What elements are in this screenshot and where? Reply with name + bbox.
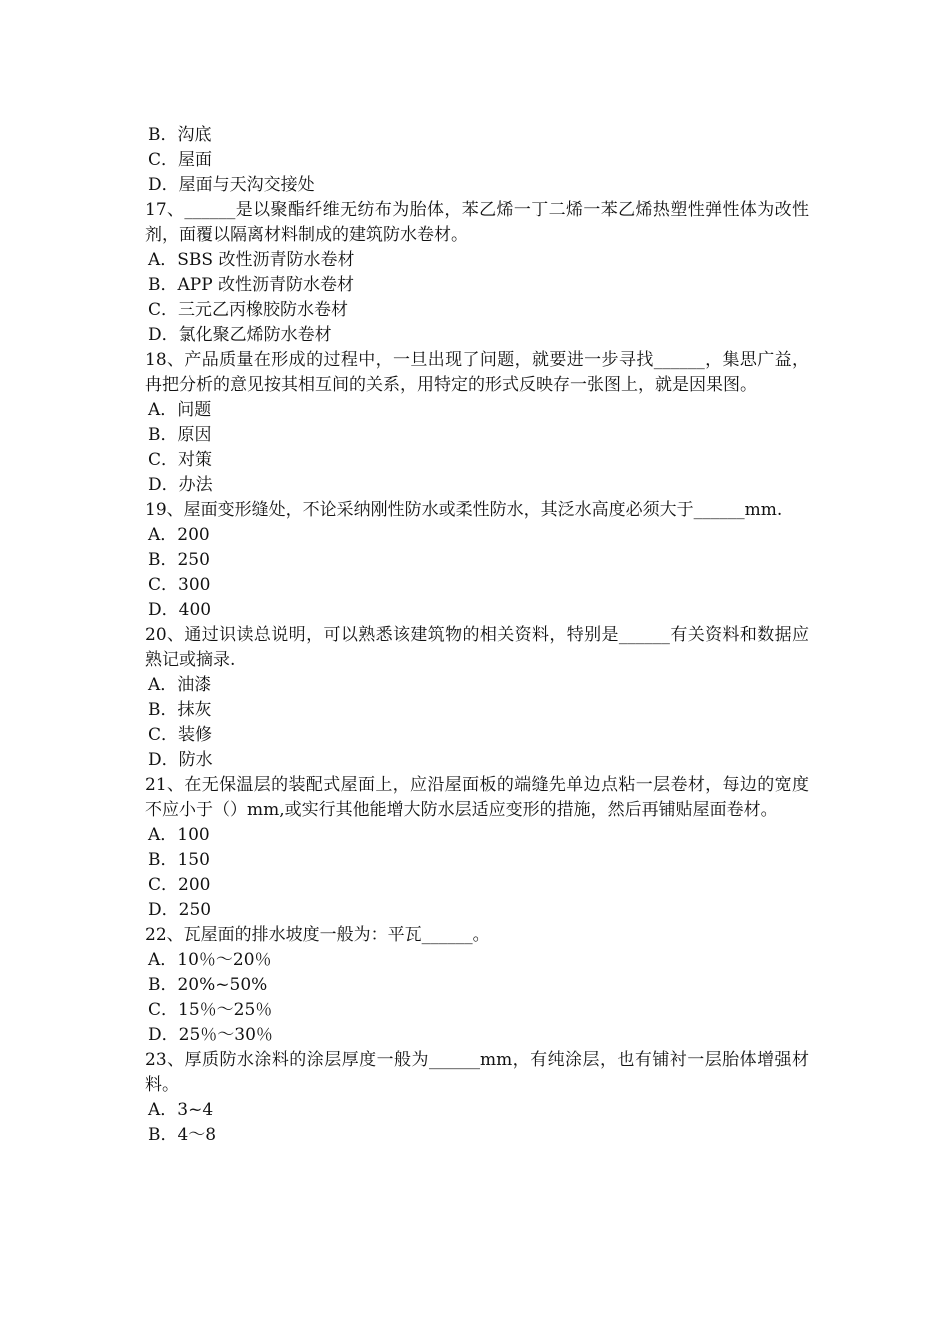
answer-option: D．250 [148,900,212,920]
answer-option: C．300 [148,575,211,595]
answer-option: D．400 [148,600,212,620]
answer-option: D．氯化聚乙烯防水卷材 [148,325,332,345]
answer-option: A．油漆 [148,675,212,695]
answer-option: A．SBS 改性沥青防水卷材 [148,250,355,270]
answer-option: B．4～8 [148,1125,217,1145]
question-text: 19、屋面变形缝处，不论采纳刚性防水或柔性防水，其泛水高度必须大于______mm. [145,500,783,520]
answer-option: B．250 [148,550,210,570]
answer-option: A．100 [148,825,210,845]
answer-option: B．原因 [148,425,212,445]
answer-option: C．装修 [148,725,213,745]
answer-option: D．办法 [148,475,213,495]
answer-option: B．150 [148,850,210,870]
answer-option: C．15％～25％ [148,1000,273,1020]
answer-option: B．抹灰 [148,700,212,720]
answer-option: A．10％～20％ [148,950,272,970]
answer-option: C．对策 [148,450,213,470]
question-text: 21、在无保温层的装配式屋面上，应沿屋面板的端缝先单边点粘一层卷材，每边的宽度不应小于（）mm,或实行其他能增大防水层适应变形的措施，然后再铺贴屋面卷材。 [145,775,809,820]
question-text: 22、瓦屋面的排水坡度一般为：平瓦______。 [145,925,490,945]
answer-option: A．200 [148,525,210,545]
answer-option: A．3~4 [148,1100,214,1120]
answer-option: B．20%~50% [148,975,268,995]
question-text: 17、______是以聚酯纤维无纺布为胎体，苯乙烯一丁二烯一苯乙烯热塑性弹性体为改性剂，面覆以隔离材料制成的建筑防水卷材。 [145,200,809,245]
answer-option: C．200 [148,875,211,895]
answer-option: D．防水 [148,750,213,770]
document-page [145,123,809,1148]
answer-option: B．沟底 [148,125,212,145]
answer-option: B．APP 改性沥青防水卷材 [148,275,355,295]
question-text: 20、通过识读总说明，可以熟悉该建筑物的相关资料，特别是______有关资料和数据应熟记或摘录. [145,625,809,670]
question-text: 18、产品质量在形成的过程中，一旦出现了问题，就要进一步寻找______，集思广益，冉把分析的意见按其相互间的关系，用特定的形式反映存一张图上，就是因果图。 [145,350,809,395]
answer-option: C．三元乙丙橡胶防水卷材 [148,300,349,320]
answer-option: C．屋面 [148,150,213,170]
answer-option: D．25％～30％ [148,1025,273,1045]
answer-option: D．屋面与天沟交接处 [148,175,315,195]
question-text: 23、厚质防水涂料的涂层厚度一般为______mm，有纯涂层，也有铺衬一层胎体增强材料。 [145,1050,809,1095]
answer-option: A．问题 [148,400,212,420]
